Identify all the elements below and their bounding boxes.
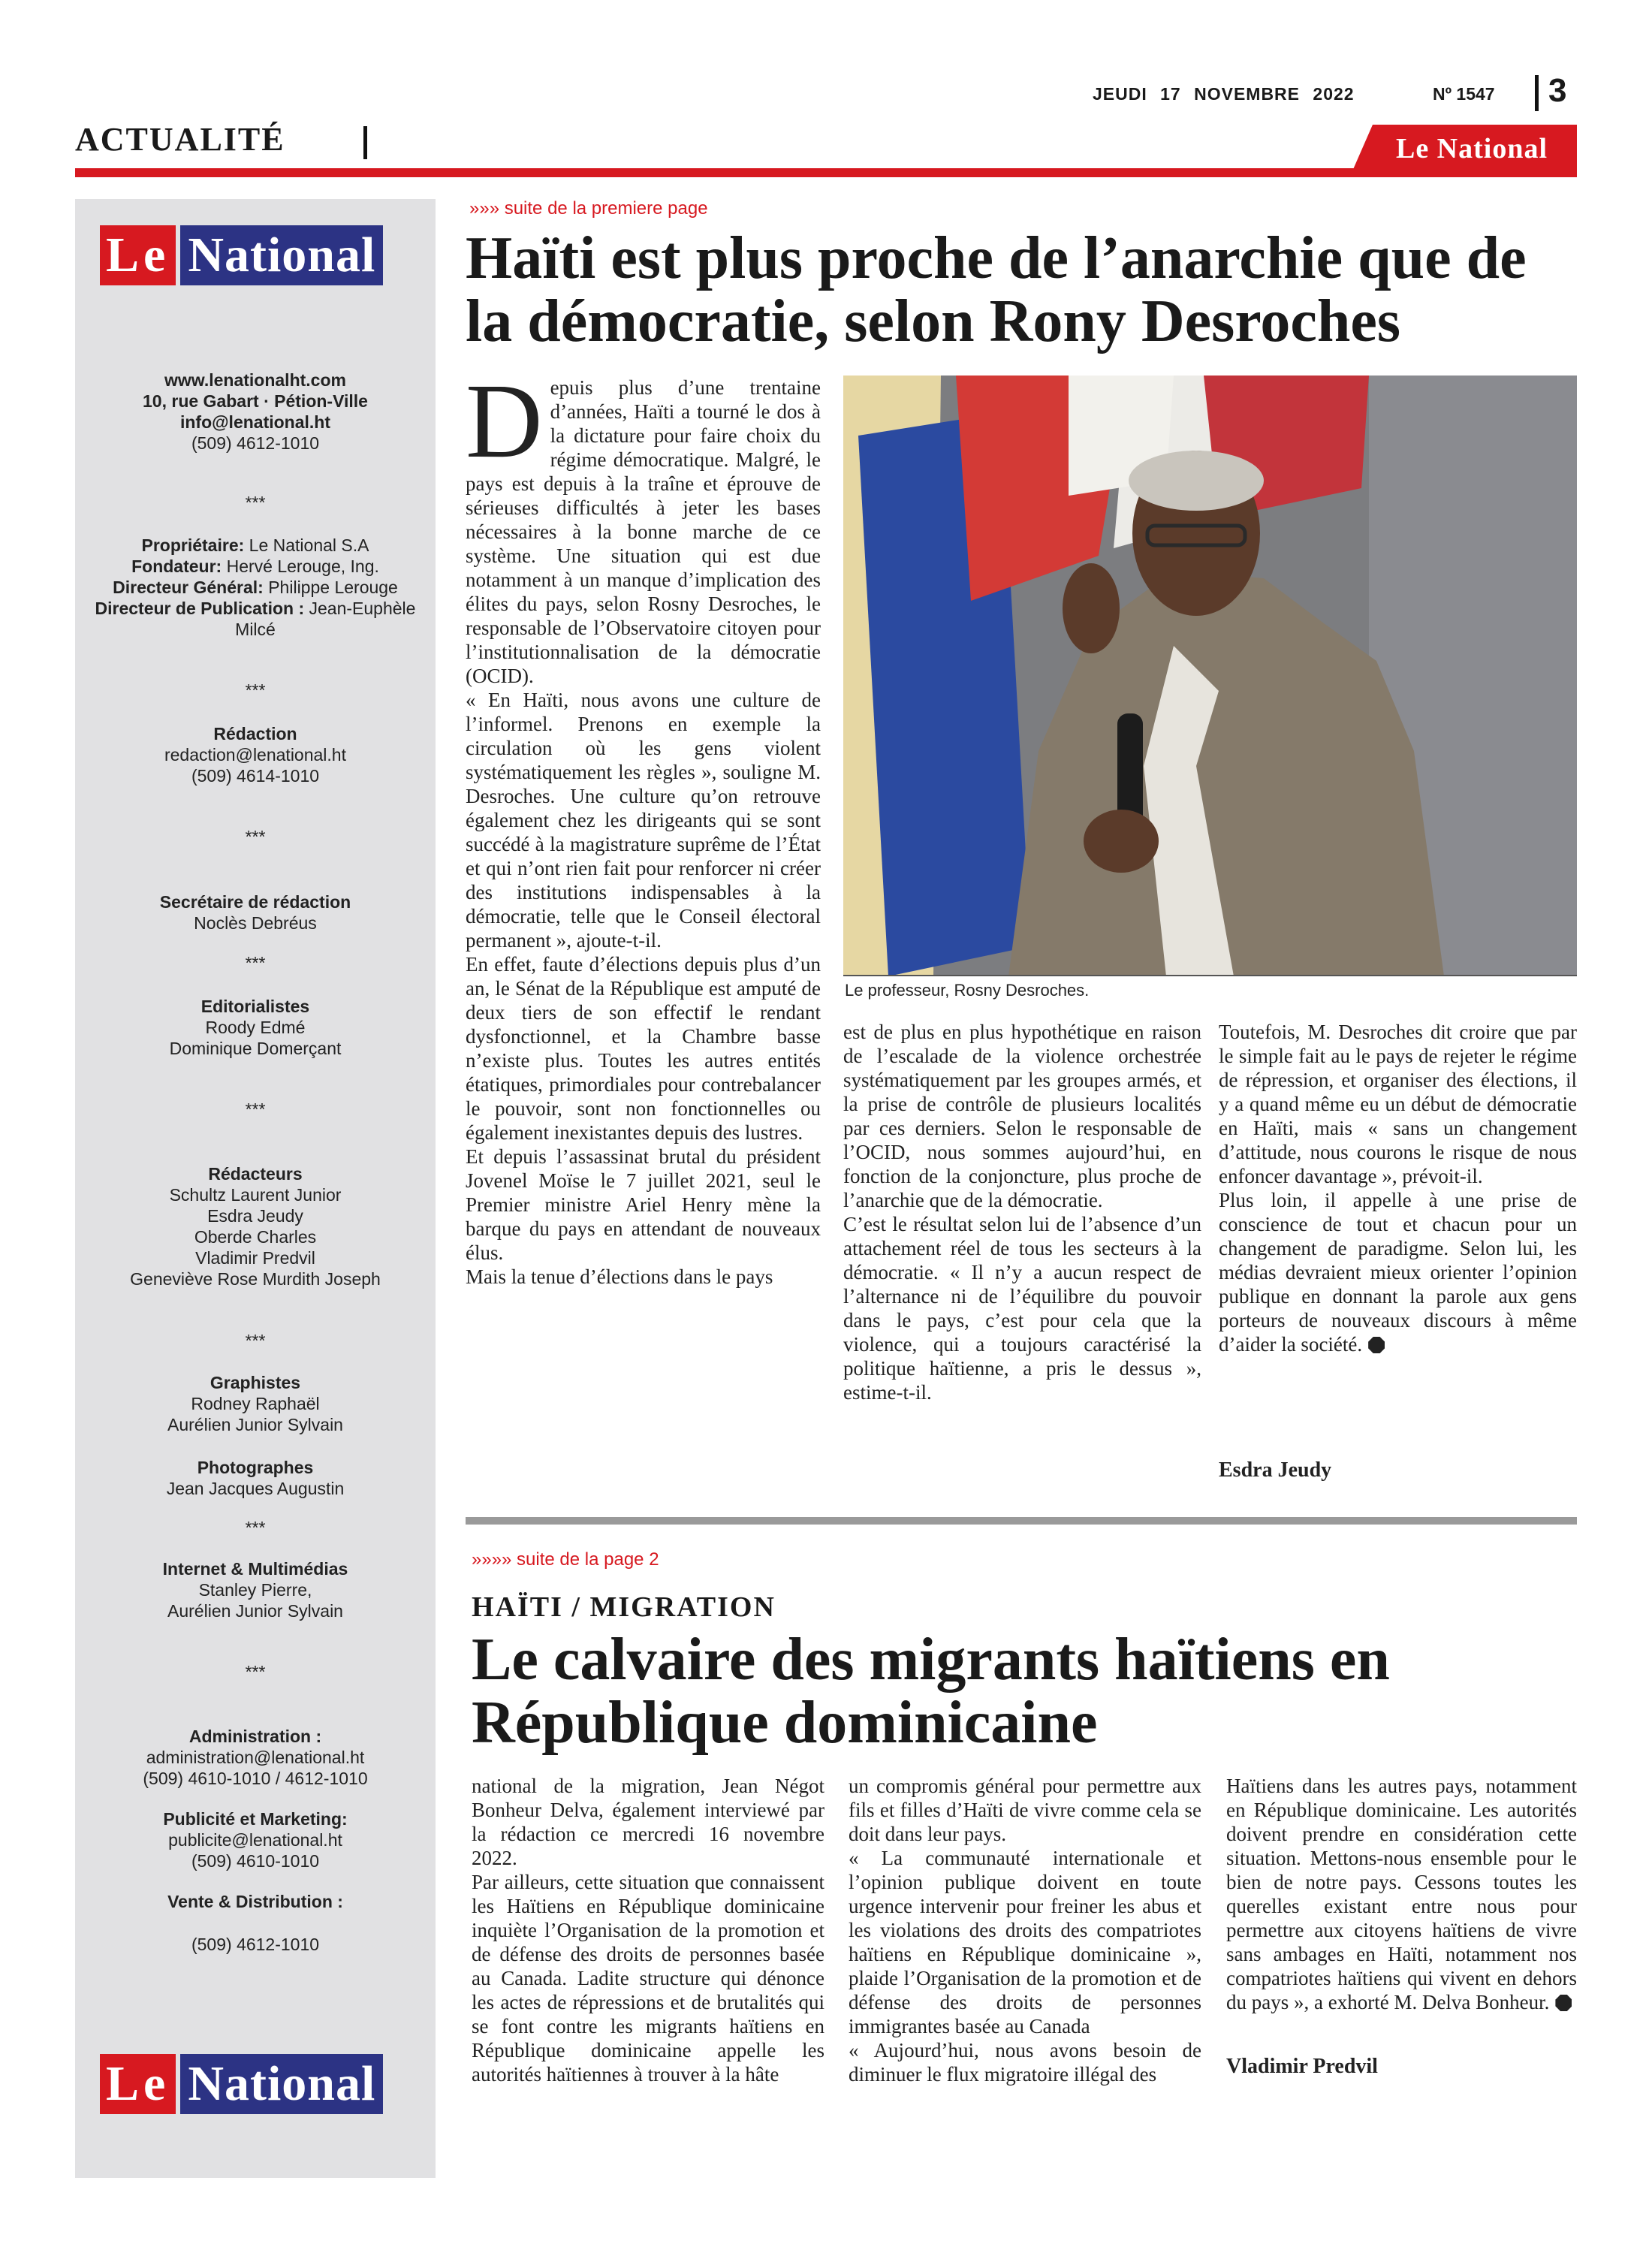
separator: *** (245, 827, 266, 846)
continued-from: »»» suite de la premiere page (469, 198, 708, 219)
separator: *** (245, 1662, 266, 1681)
article-headline: Le calvaire des migrants haïtiens en République dominicaine (472, 1627, 1390, 1756)
internet-block (75, 1558, 436, 1621)
logo-part-le: Le (100, 2054, 176, 2114)
redaction-email[interactable]: redaction@lenational.ht (164, 745, 346, 765)
article-column-2 (849, 1774, 1201, 2086)
contact-email[interactable]: info@lenational.ht (179, 412, 331, 432)
article-paragraph: Mais la tenue d’élections dans le pays (466, 1265, 773, 1288)
section-divider (363, 126, 367, 159)
end-mark-icon (1555, 1995, 1572, 2011)
owner: Le National S.A (249, 535, 369, 555)
editorialistes-block (75, 996, 436, 1059)
secretaire: Noclès Debréus (194, 913, 317, 933)
pub-email[interactable]: publicite@lenational.ht (168, 1830, 342, 1850)
logo-part-national: National (180, 2054, 383, 2114)
article-paragraph: Haïtiens dans les autres pays, notamment en République dominicaine. Les autorités doivent prendre en considération cette situation. Mettons-nous ensemble pour le bien de notre pays. Cessons toutes les querelles existant entre nous pour permettre aux citoyens haïtiens de vivre sans ambages en Haïti, notamment nos compatriotes haïtiens qui vivent en dehors du pays », a exhorté M. Delva Bonheur. (1226, 1775, 1577, 2013)
redacteur: Oberde Charles (194, 1227, 317, 1247)
article-paragraph: Et depuis l’assassinat brutal du président Jovenel Moïse le 7 juillet 2021, seul le Premier ministre Ariel Henry mène la barque du pays en attendant de nouveaux élus. (466, 1145, 821, 1264)
section-label: ACTUALITÉ (75, 121, 285, 158)
redacteurs-title: Rédacteurs (208, 1164, 303, 1184)
admin-title: Administration : (188, 1727, 322, 1746)
issue-number: Nº 1547 (1433, 84, 1495, 104)
article-paragraph: C’est le résultat selon lui de l’absence d’un attachement réel de tous les secteurs à la démocratie. « Il n’y a aucun respect de l’alternance ni de l’équilibre du pouvoir dans le pays, c’est pour cela que la violence, qui a toujours caractérisé la politique haïtienne, a pris le dessus », estime-t-il. (843, 1213, 1201, 1404)
separator: *** (245, 493, 266, 512)
redaction-phone: (509) 4614-1010 (191, 766, 320, 786)
admin-email[interactable]: administration@lenational.ht (146, 1748, 365, 1767)
article-headline: Haïti est plus proche de l’anarchie que de la démocratie, selon Rony Desroches (466, 225, 1527, 354)
founder-label: Fondateur: (131, 556, 222, 576)
redacteurs-block (75, 1163, 436, 1289)
owner-label: Propriétaire: (141, 535, 245, 555)
graphiste: Rodney Raphaël (191, 1394, 320, 1413)
admin-phone: (509) 4610-1010 / 4612-1010 (143, 1769, 368, 1788)
photographes-block (75, 1457, 436, 1499)
logo-part-le: Le (100, 225, 176, 285)
separator: *** (245, 953, 266, 973)
article-paragraph: « Aujourd’hui, nous avons besoin de diminuer le flux migratoire illégal des (849, 2039, 1201, 2086)
website-link[interactable]: www.lenationalht.com (164, 370, 346, 390)
article-paragraph: epuis plus d’une trentaine d’années, Haïti a tourné le dos à la dictature pour faire choix du régime démocratique. Malgré, le pays est depuis à la traîne et éprouve de sérieuses difficultés à jeter les bases nécessaires à la bonne marche de ce système. Une situation qui est due notamment à un manque d’implication des élites du pays, selon Rosny Desroches, le responsable de l’Observatoire citoyen pour l’institutionnalisation de la démocratie (OCID). (466, 376, 821, 687)
photo-caption: Le professeur, Rosny Desroches. (845, 981, 1090, 1000)
article-paragraph: Toutefois, M. Desroches dit croire que par le simple fait au le pays de rejeter le régime de répression, et organiser des élections, il y a quand même eu un début de démocratie en Haïti, mais « sans un changement d’attitude, nous courons le risque de nous enfoncer davantage », prévoit-il. (1219, 1021, 1577, 1187)
article-paragraph: « La communauté internationale et l’opinion publique doivent en toute urgence intervenir pour freiner les abus et les violations des droits des compatriotes haïtiens en République dominicaine », plaide l’Organisation de la promotion et de défense des droits de personnes immigrantes basée au Canada (849, 1847, 1201, 2037)
article-paragraph: Par ailleurs, cette situation que connaissent les Haïtiens en République dominicaine inquiète l’Organisation de la promotion et de défense des droits de personnes basée au Canada. Ladite structure qui dénonce les actes de répressions et de brutalités qui se font contre les migrants haïtiens en République dominicaine appelle les autorités haïtiennes à trouver à la hâte (472, 1871, 824, 2086)
caption-rule (843, 975, 1577, 976)
secretaire-title: Secrétaire de rédaction (159, 892, 351, 912)
contact-phone: (509) 4612-1010 (191, 433, 320, 453)
header-rule (75, 168, 1577, 177)
article-paragraph: En effet, faute d’élections depuis plus d’un an, le Sénat de la République est amputé de deux tiers de son effectif le rendant dysfonctionnel, et la Chambre basse n’existe plus. Toutes les autres entités étatiques, primordiales pour contrebalancer le pouvoir, sont non fonctionnelles ou également inexistantes depuis des lustres. (466, 953, 821, 1144)
secretaire-block (75, 891, 436, 933)
article-column-2 (843, 1020, 1201, 1404)
end-mark-icon (1368, 1337, 1385, 1353)
separator: *** (245, 1331, 266, 1350)
internet-member: Stanley Pierre, (198, 1580, 312, 1600)
logo (100, 225, 383, 285)
pub-block (75, 1808, 436, 1871)
dp-cont: Milcé (235, 620, 276, 639)
drop-cap: D (466, 361, 543, 480)
graphistes-title: Graphistes (210, 1373, 301, 1392)
header-divider (1535, 75, 1539, 111)
graphiste: Aurélien Junior Sylvain (167, 1415, 343, 1434)
redacteur: Geneviève Rose Murdith Joseph (130, 1269, 381, 1289)
founder: Hervé Lerouge, Ing. (226, 556, 379, 576)
redaction-title: Rédaction (213, 724, 297, 743)
byline: Vladimir Predvil (1226, 2055, 1378, 2078)
vente-phone: (509) 4612-1010 (191, 1935, 320, 1954)
logo-part-national: National (180, 225, 383, 285)
continued-from: »»»» suite de la page 2 (472, 1549, 659, 1570)
address: 10, rue Gabart · Pétion-Ville (143, 391, 368, 411)
article-column-3 (1226, 1774, 1577, 2014)
article-paragraph: « En Haïti, nous avons une culture de l’informel. Prenons en exemple la circulation où les gens violent systématiquement les règles », souligne M. Desroches. Une culture qu’on retrouve également chez les dirigeants qui se sont succédé à la magistrature suprême de l’État et qui n’ont rien fait pour renforcer ni créer des institutions indispensables à la démocratie, telle que le Conseil électoral permanent », ajoute-t-il. (466, 689, 821, 952)
pub-title: Publicité et Marketing: (163, 1809, 348, 1829)
graphistes-block (75, 1372, 436, 1435)
dg-label: Directeur Général: (113, 578, 264, 597)
dp: Jean-Euphèle (309, 599, 416, 618)
pub-phone: (509) 4610-1010 (191, 1851, 320, 1871)
editorialistes-title: Editorialistes (200, 997, 310, 1016)
article-paragraph: un compromis général pour permettre aux fils et filles d’Haïti de vivre comme cela se doit dans leur pays. (849, 1775, 1201, 1845)
contact-block (75, 369, 436, 454)
editorialiste: Dominique Domerçant (169, 1039, 342, 1058)
vente-block (75, 1891, 436, 1912)
vente-title: Vente & Distribution : (167, 1892, 343, 1911)
ownership-block (75, 535, 436, 640)
article-column-1 (472, 1774, 824, 2086)
article-paragraph: est de plus en plus hypothétique en raison de l’escalade de la violence orchestrée systématiquement par les groupes armés, et la prise de contrôle de plusieurs localités par ces derniers. Selon le responsable de l’OCID, nous sommes aujourd’hui, en fonction de la conjoncture, plus proche de l’anarchie que de la démocratie. (843, 1021, 1201, 1211)
separator: *** (245, 1099, 266, 1119)
page-number: 3 (1548, 72, 1567, 109)
article-paragraph: Plus loin, il appelle à une prise de conscience de tout et chacun pour un changement de paradigme. Selon lui, les médias devraient mieux orienter l’opinion publique en donnant la parole aux gens porteurs de nouveaux discours à même d’aider la société. (1219, 1189, 1577, 1356)
article-divider (466, 1517, 1577, 1525)
logo (100, 2054, 383, 2114)
issue-date: JEUDI 17 NOVEMBRE 2022 (1093, 84, 1355, 104)
article-photo (843, 376, 1577, 976)
dg: Philippe Lerouge (268, 578, 398, 597)
separator: *** (245, 1518, 266, 1537)
admin-block (75, 1726, 436, 1789)
article-column-1 (466, 361, 821, 1289)
byline: Esdra Jeudy (1219, 1458, 1332, 1482)
redacteur: Schultz Laurent Junior (169, 1185, 342, 1205)
internet-member: Aurélien Junior Sylvain (167, 1601, 343, 1621)
article-kicker: HAÏTI / MIGRATION (472, 1591, 776, 1623)
redaction-block (75, 723, 436, 786)
editorialiste: Roody Edmé (205, 1018, 306, 1037)
photographes-title: Photographes (197, 1458, 314, 1477)
article-paragraph: national de la migration, Jean Négot Bonheur Delva, également interviewé par la rédaction ce mercredi 16 novembre 2022. (472, 1775, 824, 1869)
internet-title: Internet & Multimédias (162, 1559, 348, 1579)
separator: *** (245, 680, 266, 700)
redacteur: Vladimir Predvil (195, 1248, 315, 1268)
dp-label: Directeur de Publication : (95, 599, 305, 618)
article-column-3 (1219, 1020, 1577, 1356)
redacteur: Esdra Jeudy (207, 1206, 303, 1226)
photographe: Jean Jacques Augustin (166, 1479, 345, 1498)
brand-tab-label: Le National (1395, 133, 1548, 164)
